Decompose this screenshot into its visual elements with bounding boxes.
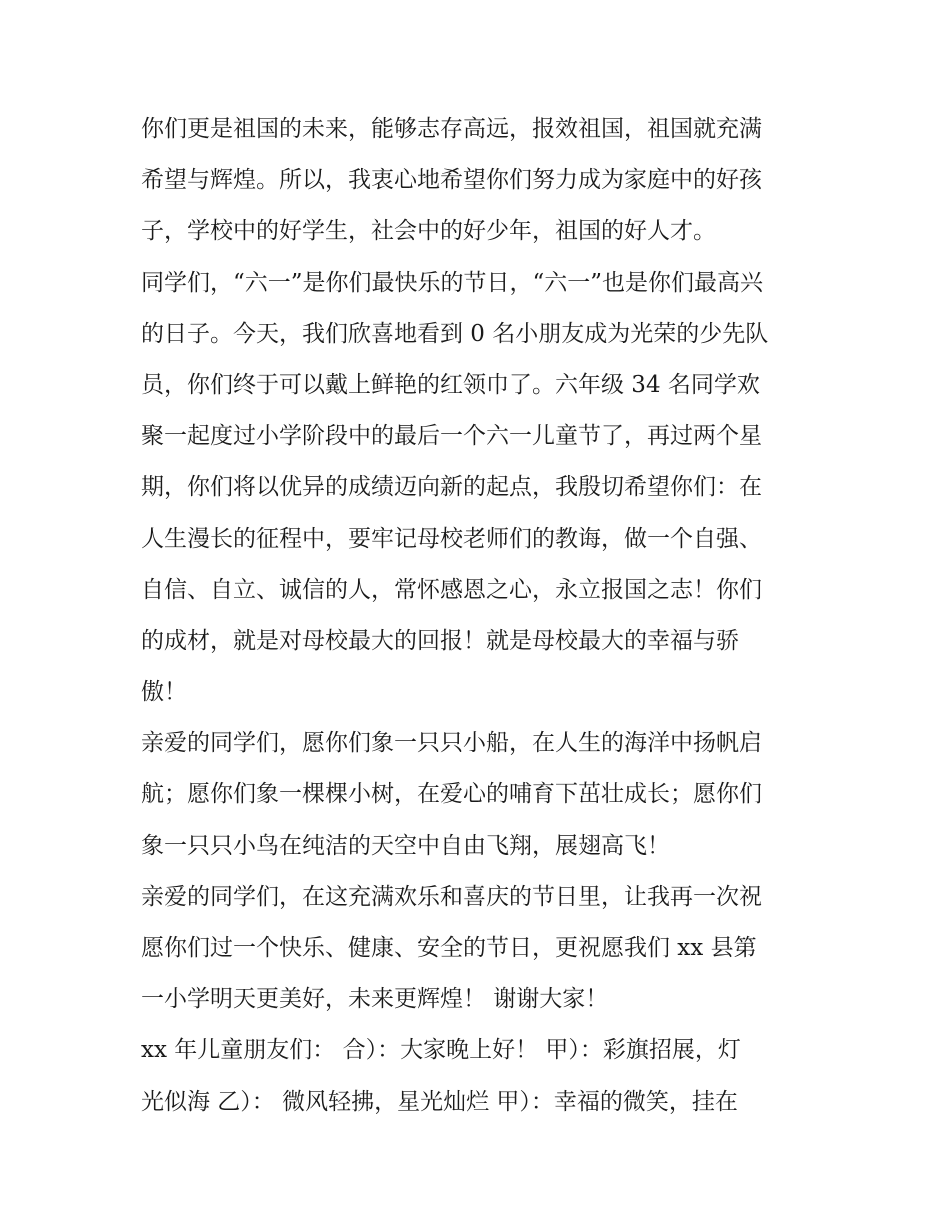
text-line: 的成材，就是对母校最大的回报！就是母校最大的幸福与骄 [141,627,739,654]
text-line: xx 年儿童朋友们： 合）：大家晚上好！ 甲）：彩旗招展，灯 [141,1037,741,1064]
text-line: 希望与辉煌。所以，我衷心地希望你们努力成为家庭中的好孩 [141,167,762,194]
text-line: 傲！ [141,679,187,706]
text-line: 子，学校中的好学生，社会中的好少年，祖国的好人才。 [141,218,716,245]
text-line: 的日子。今天，我们欣喜地看到 0 名小朋友成为光荣的少先队 [141,320,769,347]
text-line: 亲爱的同学们，在这充满欢乐和喜庆的节日里，让我再一次祝 [141,883,762,910]
text-line: 人生漫长的征程中，要牢记母校老师们的教诲，做一个自强、 [141,525,762,552]
text-line: 象一只只小鸟在纯洁的天空中自由飞翔，展翅高飞！ [141,832,670,859]
text-line: 航；愿你们象一棵棵小树，在爱心的哺育下茁壮成长；愿你们 [141,781,762,808]
text-line: 期，你们将以优异的成绩迈向新的起点，我殷切希望你们：在 [141,474,762,501]
text-line: 愿你们过一个快乐、健康、安全的节日，更祝愿我们 xx 县第 [141,935,757,961]
text-line: 亲爱的同学们，愿你们象一只只小船，在人生的海洋中扬帆启 [141,730,762,757]
text-line: 自信、自立、诚信的人，常怀感恩之心，永立报国之志！你们 [141,576,762,603]
text-line: 聚一起度过小学阶段中的最后一个六一儿童节了，再过两个星 [141,423,762,450]
text-line: 员，你们终于可以戴上鲜艳的红领巾了。六年级 34 名同学欢 [141,371,760,398]
text-line: 光似海 乙）： 微风轻拂，星光灿烂 甲）：幸福的微笑，挂在 [141,1088,738,1115]
text-line: 你们更是祖国的未来，能够志存高远，报效祖国，祖国就充满 [141,116,762,142]
text-line: 一小学明天更美好，未来更辉煌！ 谢谢大家！ [141,986,609,1013]
body-text [141,104,821,1128]
text-line: 同学们，“六一”是你们最快乐的节日，“六一”也是你们最高兴 [141,269,764,296]
